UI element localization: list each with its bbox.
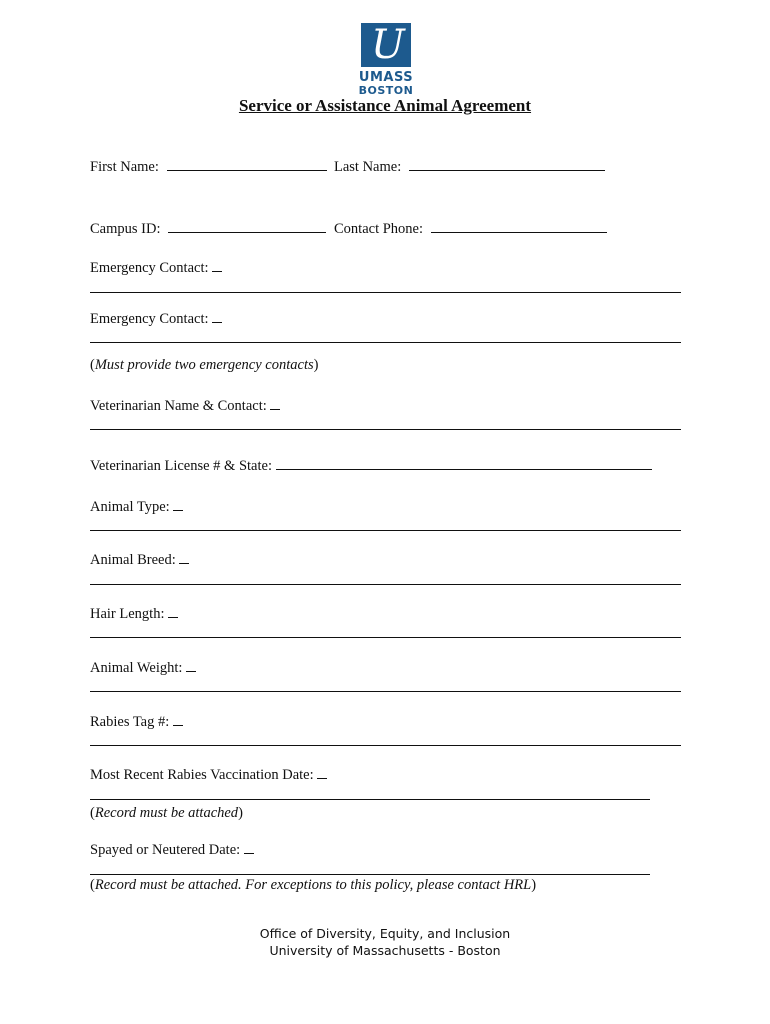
- animal-weight-line[interactable]: [90, 691, 681, 692]
- emergency-contact-1-row: [90, 259, 222, 277]
- logo-u-glyph: U: [371, 22, 405, 68]
- last-name-label: Last Name:: [334, 159, 402, 175]
- rabies-tag-row: [90, 713, 183, 731]
- animal-type-label: Animal Type:: [90, 499, 170, 515]
- umass-boston-logo: [357, 23, 415, 98]
- logo-mark: [361, 23, 411, 67]
- last-name-row: [334, 158, 605, 176]
- first-name-label: First Name:: [90, 159, 159, 175]
- veterinarian-name-line[interactable]: [90, 429, 681, 430]
- first-name-field[interactable]: [167, 158, 327, 171]
- rabies-date-line[interactable]: [90, 799, 650, 800]
- animal-type-stub: [173, 498, 183, 511]
- spay-note: (Record must be attached. For exceptions to this policy, please contact HRL): [90, 877, 537, 893]
- rabies-date-stub: [317, 766, 327, 779]
- form-title: Service or Assistance Animal Agreement: [238, 96, 532, 115]
- animal-type-line[interactable]: [90, 530, 681, 531]
- emergency-contact-2-label: Emergency Contact:: [90, 311, 209, 327]
- rabies-note-text: Record must be attached: [94, 805, 239, 821]
- emergency-contact-1-stub: [212, 259, 222, 272]
- spay-date-row: [90, 841, 254, 859]
- hair-length-stub: [168, 605, 178, 618]
- contact-phone-field[interactable]: [431, 220, 607, 233]
- veterinarian-license-field[interactable]: [276, 457, 652, 470]
- rabies-tag-line[interactable]: [90, 745, 681, 746]
- footer-office: Office of Diversity, Equity, and Inclusion: [259, 926, 511, 941]
- animal-weight-stub: [186, 659, 196, 672]
- hair-length-label: Hair Length:: [90, 606, 165, 622]
- campus-id-row: [90, 220, 326, 238]
- animal-breed-row: [90, 551, 189, 569]
- veterinarian-name-stub: [270, 397, 280, 410]
- emergency-contact-2-row: [90, 310, 222, 328]
- rabies-date-label: Most Recent Rabies Vaccination Date:: [90, 767, 314, 783]
- logo-text-umass: UMASS: [358, 70, 414, 85]
- veterinarian-name-label: Veterinarian Name & Contact:: [90, 398, 267, 414]
- campus-id-field[interactable]: [168, 220, 326, 233]
- animal-weight-label: Animal Weight:: [90, 660, 183, 676]
- rabies-note: (Record must be attached): [90, 805, 243, 821]
- emergency-contact-2-line[interactable]: [90, 342, 681, 343]
- emergency-contact-1-line[interactable]: [90, 292, 681, 293]
- rabies-tag-stub: [173, 713, 183, 726]
- rabies-date-row: [90, 766, 327, 784]
- campus-id-label: Campus ID:: [90, 221, 161, 237]
- rabies-tag-label: Rabies Tag #:: [90, 714, 170, 730]
- emergency-note-text: Must provide two emergency contacts: [94, 357, 314, 373]
- animal-type-row: [90, 498, 183, 516]
- hair-length-line[interactable]: [90, 637, 681, 638]
- logo-text-boston: BOSTON: [358, 84, 414, 97]
- hair-length-row: [90, 605, 178, 623]
- spay-date-line[interactable]: [90, 874, 650, 875]
- animal-breed-stub: [179, 551, 189, 564]
- footer-university: University of Massachusetts - Boston: [269, 943, 501, 958]
- last-name-field[interactable]: [409, 158, 605, 171]
- emergency-note: (Must provide two emergency contacts): [90, 357, 319, 373]
- spay-note-text: Record must be attached. For exceptions to this policy, please contact HRL: [94, 877, 532, 893]
- animal-breed-line[interactable]: [90, 584, 681, 585]
- animal-breed-label: Animal Breed:: [90, 552, 176, 568]
- emergency-contact-1-label: Emergency Contact:: [90, 260, 209, 276]
- first-name-row: [90, 158, 327, 176]
- veterinarian-license-label: Veterinarian License # & State:: [90, 458, 272, 474]
- veterinarian-name-row: [90, 397, 280, 415]
- spay-date-stub: [244, 841, 254, 854]
- animal-weight-row: [90, 659, 196, 677]
- contact-phone-row: [334, 220, 607, 238]
- veterinarian-license-row: [90, 457, 652, 475]
- spay-date-label: Spayed or Neutered Date:: [90, 842, 241, 858]
- emergency-contact-2-stub: [212, 310, 222, 323]
- contact-phone-label: Contact Phone:: [334, 221, 424, 237]
